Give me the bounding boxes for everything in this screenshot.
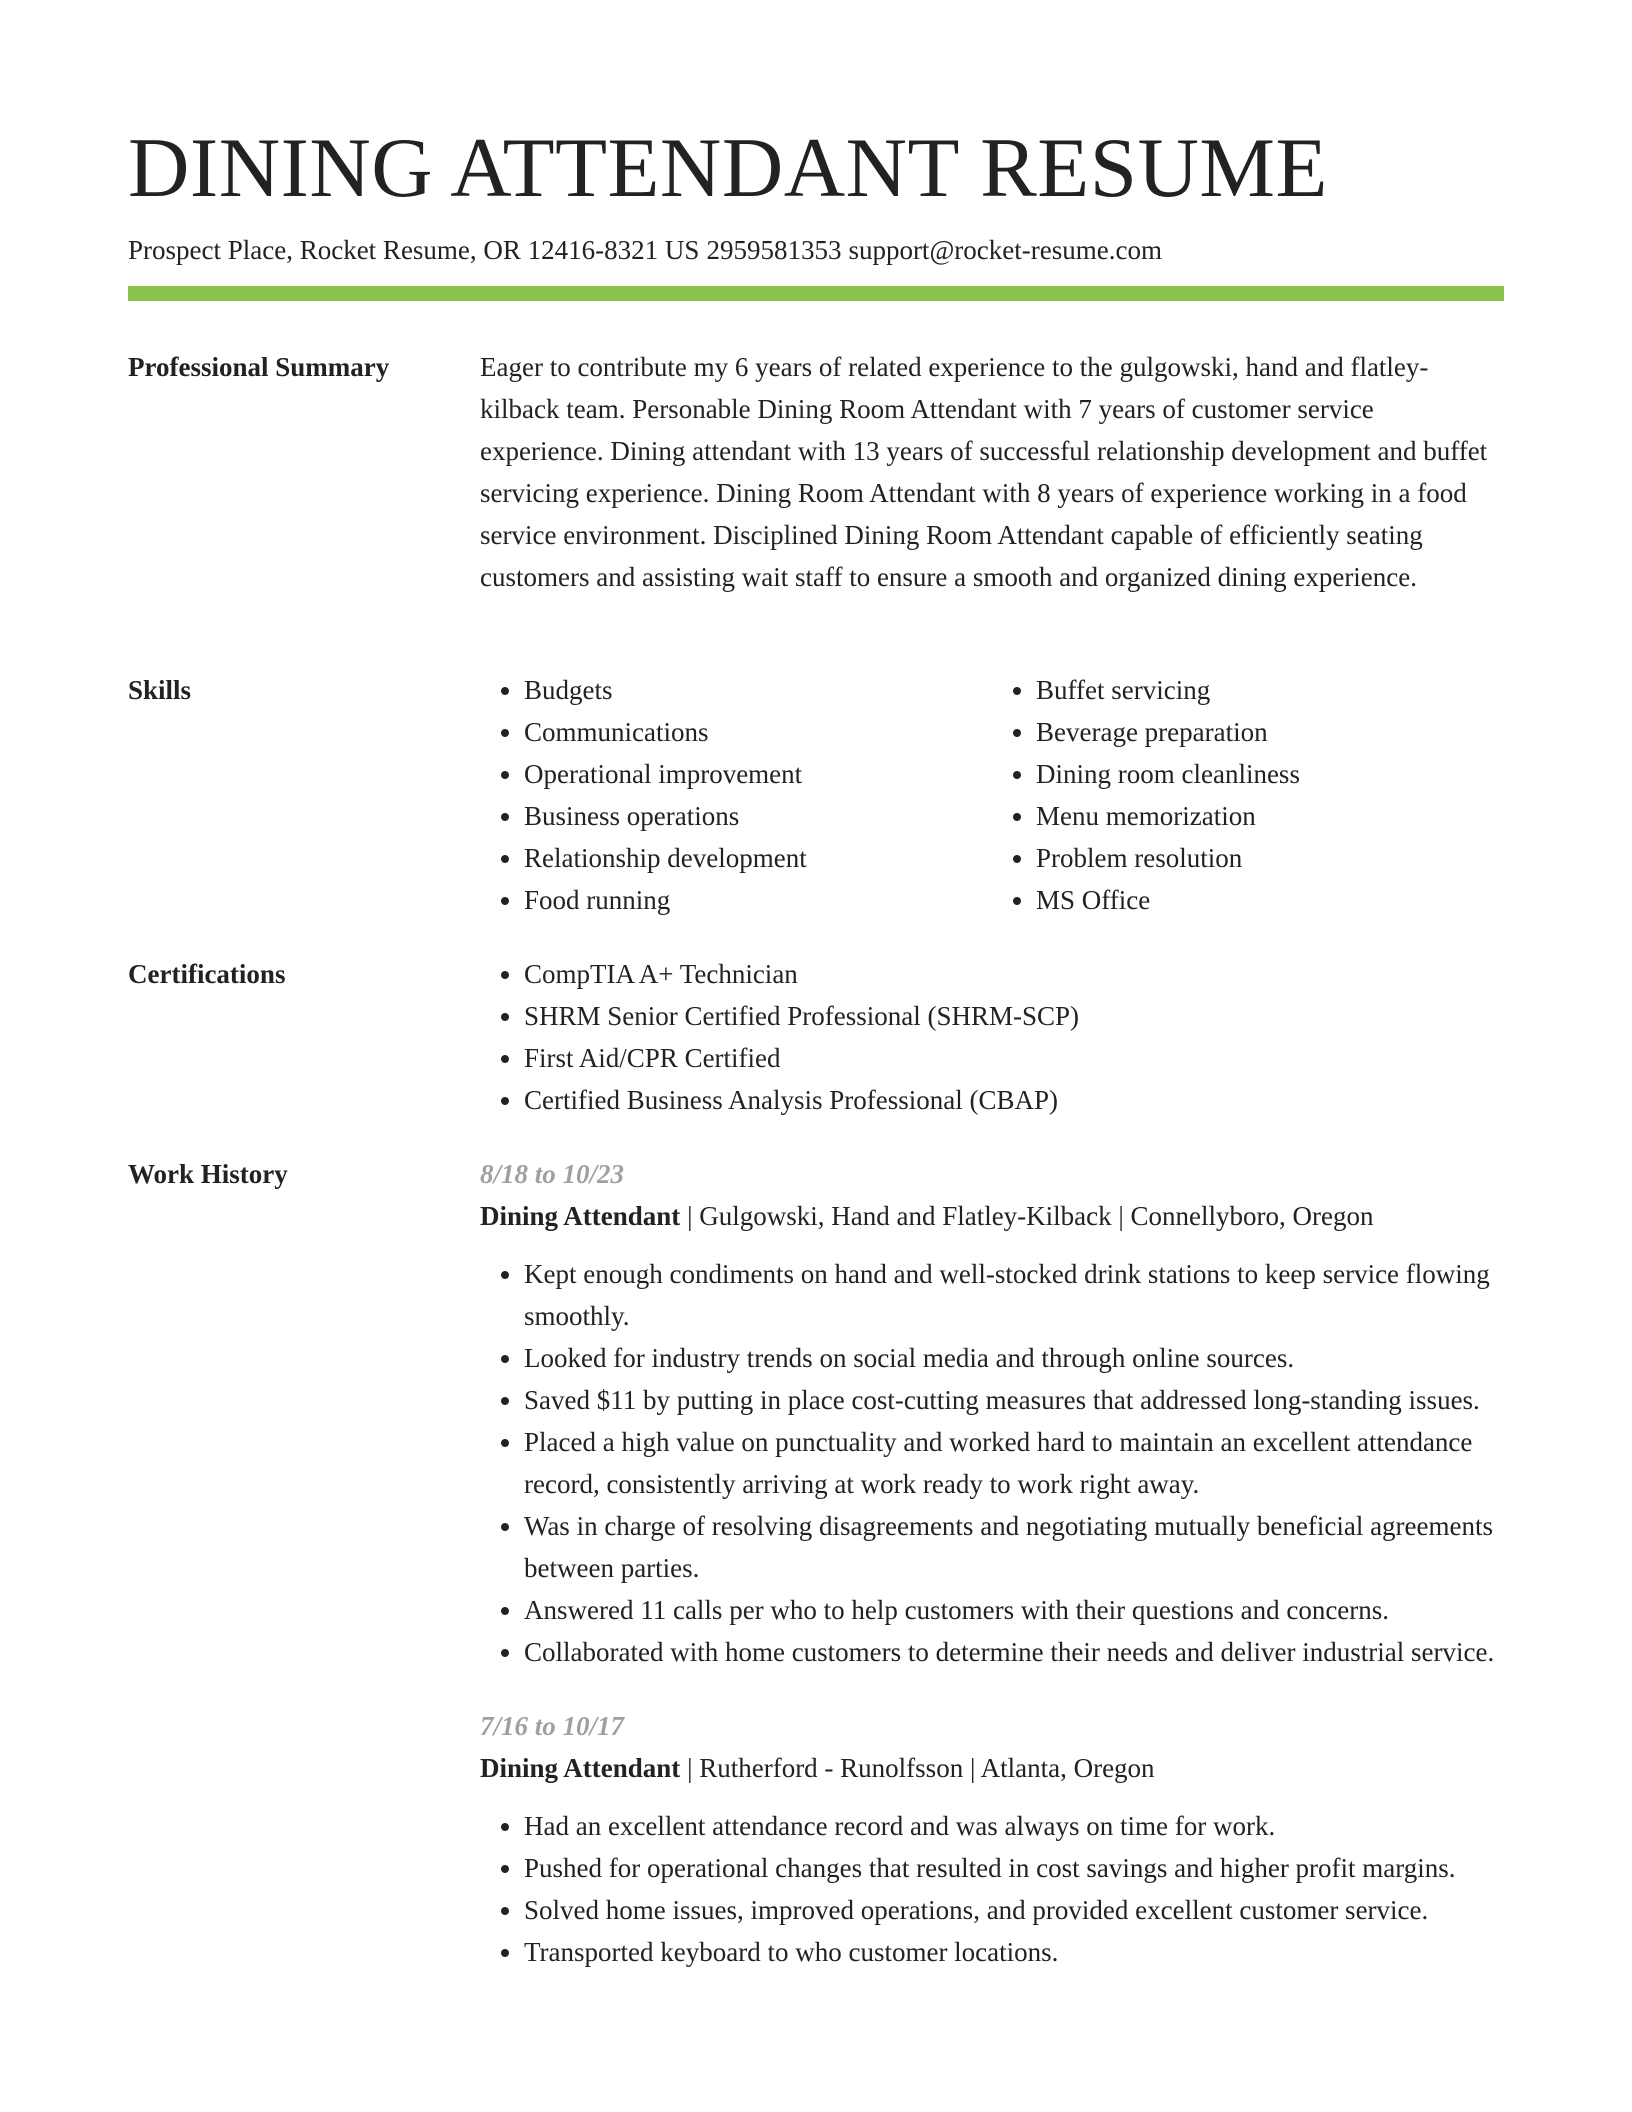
skills-list-left (480, 669, 992, 921)
summary-body (480, 346, 1504, 598)
job-bullets (480, 1805, 1504, 1973)
skills-heading: Skills (128, 675, 192, 705)
job-details: | Gulgowski, Hand and Flatley-Kilback | Connellyboro, Oregon (680, 1201, 1374, 1231)
skill-item: • Relationship development (524, 837, 992, 879)
skill-item: • Beverage preparation (1036, 711, 1504, 753)
skill-item: • Business operations (524, 795, 992, 837)
certification-item: • First Aid/CPR Certified (524, 1037, 1504, 1079)
job-dates: 7/16 to 10/17 (480, 1711, 625, 1741)
skills-body (480, 669, 1504, 921)
certifications-list (480, 953, 1504, 1121)
job-title: Dining Attendant (480, 1753, 681, 1783)
summary-text: Eager to contribute my 6 years of related experience to the gulgowski, hand and flatley-kilback team. Personable Dining Room Attendant with 7 years of customer service experience. Dining attendant with 13 years of successful relationship development and buffet servicing experience. Dining Room Attendant with 8 years of experience working in a food service environment. Disciplined Dining Room Attendant capable of efficiently seating customers and assisting wait staff to ensure a smooth and organized dining experience. (480, 352, 1488, 592)
skill-item: • Problem resolution (1036, 837, 1504, 879)
job-entry (480, 1153, 1504, 1673)
work-history-heading: Work History (128, 1159, 288, 1189)
skill-item: • Dining room cleanliness (1036, 753, 1504, 795)
contact-address: Prospect Place, Rocket Resume, OR 12416-8321 US (128, 235, 700, 265)
skills-list-right (992, 669, 1504, 921)
certification-item: • Certified Business Analysis Professional (CBAP) (524, 1079, 1504, 1121)
job-bullet: • Had an excellent attendance record and was always on time for work. (524, 1805, 1504, 1847)
job-bullet: • Placed a high value on punctuality and worked hard to maintain an excellent attendance record, consistently arriving at work ready to work right away. (524, 1421, 1504, 1505)
work-history-body (480, 1153, 1504, 1973)
job-entry (480, 1705, 1504, 1973)
job-bullet: • Transported keyboard to who customer locations. (524, 1931, 1504, 1973)
job-header (480, 1195, 1504, 1237)
skill-item: • Menu memorization (1036, 795, 1504, 837)
job-bullet: • Saved $11 by putting in place cost-cutting measures that addressed long-standing issues. (524, 1379, 1504, 1421)
job-bullet: • Kept enough condiments on hand and well-stocked drink stations to keep service flowing smoothly. (524, 1253, 1504, 1337)
certification-item: • SHRM Senior Certified Professional (SHRM-SCP) (524, 995, 1504, 1037)
job-bullets (480, 1253, 1504, 1673)
certifications-body (480, 953, 1504, 1121)
job-bullet: • Solved home issues, improved operations, and provided excellent customer service. (524, 1889, 1504, 1931)
resume-title: DINING ATTENDANT RESUME (128, 121, 1328, 215)
job-bullet: • Was in charge of resolving disagreements and negotiating mutually beneficial agreements between parties. (524, 1505, 1504, 1589)
job-bullet: • Looked for industry trends on social media and through online sources. (524, 1337, 1504, 1379)
header-divider (128, 286, 1504, 301)
skill-item: • MS Office (1036, 879, 1504, 921)
contact-line (128, 232, 1169, 268)
job-bullet: • Collaborated with home customers to determine their needs and deliver industrial service. (524, 1631, 1504, 1673)
skill-item: • Buffet servicing (1036, 669, 1504, 711)
job-bullet: • Answered 11 calls per who to help customers with their questions and concerns. (524, 1589, 1504, 1631)
job-header (480, 1747, 1504, 1789)
certifications-heading: Certifications (128, 959, 286, 989)
contact-phone: 2959581353 (706, 235, 842, 265)
skill-item: • Operational improvement (524, 753, 992, 795)
certification-item: • CompTIA A+ Technician (524, 953, 1504, 995)
job-details: | Rutherford - Runolfsson | Atlanta, Oregon (680, 1753, 1155, 1783)
skill-item: • Food running (524, 879, 992, 921)
job-dates: 8/18 to 10/23 (480, 1159, 625, 1189)
contact-email: support@rocket-resume.com (848, 235, 1162, 265)
skill-item: • Communications (524, 711, 992, 753)
summary-heading: Professional Summary (128, 352, 390, 382)
skill-item: • Budgets (524, 669, 992, 711)
job-title: Dining Attendant (480, 1201, 681, 1231)
job-bullet: • Pushed for operational changes that resulted in cost savings and higher profit margins. (524, 1847, 1504, 1889)
